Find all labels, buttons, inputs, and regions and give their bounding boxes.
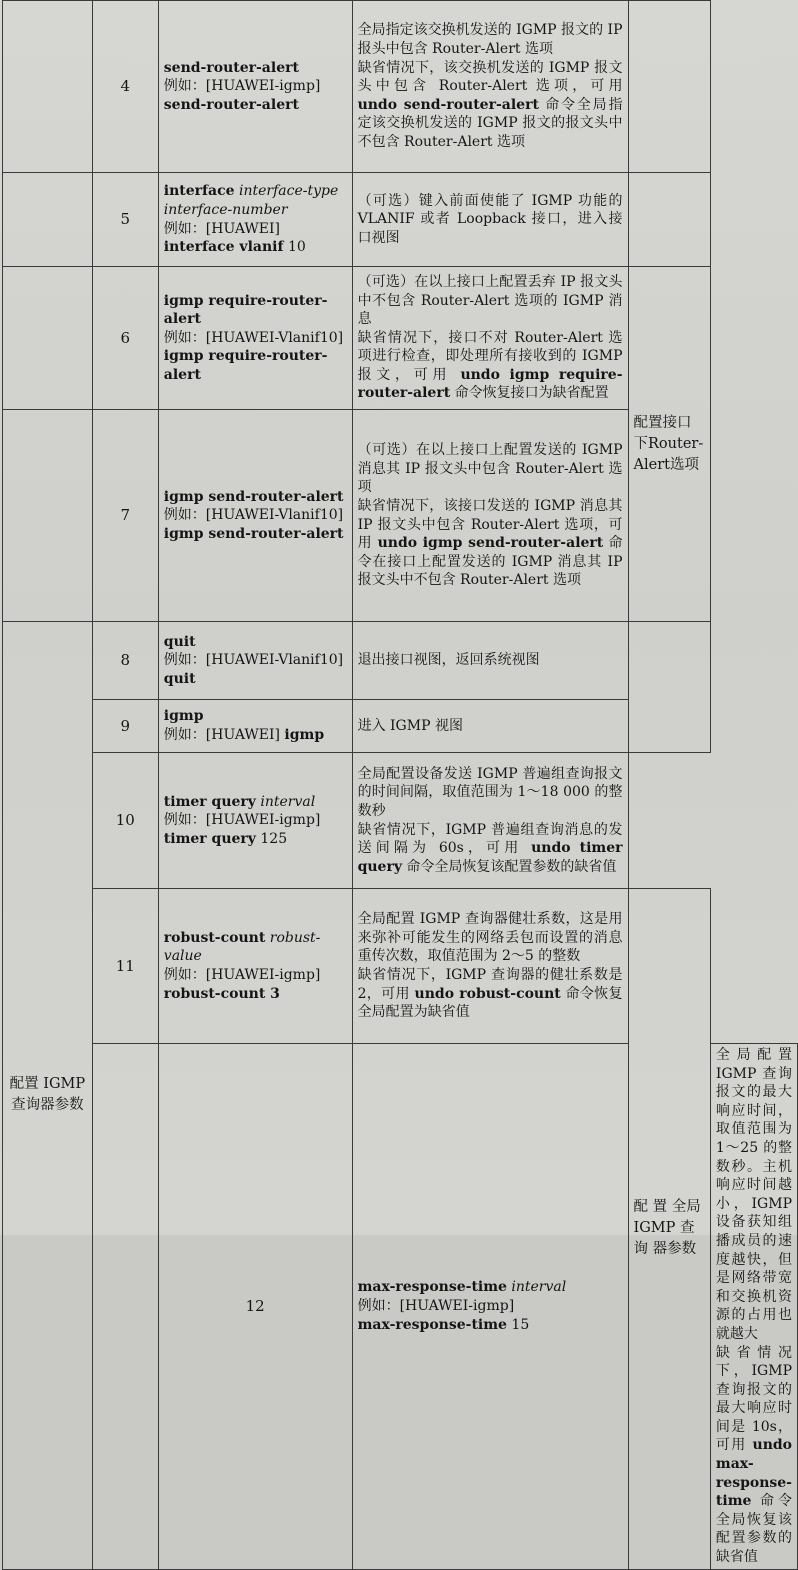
description-cell <box>352 622 628 700</box>
example-command: quit <box>163 670 196 687</box>
command-name: max-response-time <box>357 1279 507 1296</box>
example-command: send-router-alert <box>163 96 299 113</box>
description-text: 命令全局指定该交换机发送的 IGMP 报文的报文头中不包含 Router-Alert 选项 <box>357 96 623 150</box>
example-prefix: 例如： <box>163 220 206 237</box>
example-command-line <box>164 238 347 257</box>
step-number: 12 <box>158 1044 352 1570</box>
example-command: interface vlanif <box>163 239 284 256</box>
description-text: 全局配置设备发送 IGMP 普遍组查询报文的时间间隔，取值范围为 1～18 000 的整数秒 <box>357 765 623 819</box>
example-command-line <box>358 1316 623 1335</box>
command-cell <box>158 889 352 1044</box>
right-group-router-alert: 配置接口下Router-Alert选项 <box>628 267 710 622</box>
command-args: interval <box>511 1279 567 1296</box>
example-prompt: [HUAWEI-igmp] <box>205 967 321 983</box>
table-row <box>3 753 798 889</box>
description-cell <box>352 267 628 410</box>
command-cell <box>158 410 352 622</box>
step-number: 6 <box>92 267 158 410</box>
example-prefix: 例如： <box>163 329 206 346</box>
description-text: 全局配置 IGMP 查询报文的最大响应时间，取值范围为 1～25 的整数秒。主机响应时间越小，IGMP 设备获知组播成员的速度越快，但是网络带宽和交换机资源的占用也就越大 <box>715 1047 792 1342</box>
example-prefix: 例如： <box>163 727 206 743</box>
example-prompt: [HUAWEI-igmp] <box>399 1298 515 1315</box>
right-group-querier: 配 置 全局 IGMP 查 询 器参数 <box>628 889 710 1570</box>
example-arg: 125 <box>260 830 288 847</box>
left-group-cell-top <box>3 1 93 173</box>
command-cell <box>158 173 352 267</box>
command-args: robust-value <box>163 929 321 965</box>
left-group-cell-top3 <box>3 267 93 410</box>
command-args: interval <box>260 793 316 810</box>
step-number: 4 <box>92 1 158 173</box>
right-group-cell-top <box>628 1 710 173</box>
step-number: 7 <box>92 410 158 622</box>
example-arg: 15 <box>511 1316 530 1333</box>
command-keyword: undo igmp send-router-alert <box>377 535 604 552</box>
command-keyword: undo max-response-time <box>715 1437 792 1510</box>
command-example <box>164 506 347 525</box>
example-prefix: 例如： <box>357 1298 400 1315</box>
description-text: 命令恢复全局配置为缺省值 <box>357 985 623 1021</box>
right-group-cell-top2 <box>628 173 710 267</box>
command-keyword: undo send-router-alert <box>357 96 539 113</box>
example-prompt: [HUAWEI-igmp] <box>205 812 321 829</box>
description-cell <box>710 1044 797 1570</box>
example-prompt: [HUAWEI] <box>205 727 280 743</box>
command-name: robust-count <box>163 929 266 946</box>
config-steps-table <box>2 0 798 1570</box>
left-group-cell-bottom <box>92 1044 158 1570</box>
left-group-cell-top4 <box>3 410 93 622</box>
description-text: 缺省情况下，该交换机发送的 IGMP 报文头中包含 Router-Alert 选项，可用 <box>357 59 623 95</box>
command-name: interface <box>163 183 235 200</box>
command-example <box>164 651 347 670</box>
table-row <box>3 267 798 410</box>
description-text: （可选）在以上接口上配置发送的 IGMP 消息其 IP 报文头中包含 Router-Alert 选项 <box>357 442 623 496</box>
command-name: timer query <box>163 793 256 810</box>
left-group-label: 配置 IGMP 查询器参数 <box>3 622 93 1570</box>
example-arg: 10 <box>287 239 306 256</box>
command-args: interface-type interface-number <box>163 183 339 218</box>
description-cell <box>352 410 628 622</box>
command-example <box>358 1297 623 1316</box>
description-text: 命令全局恢复该配置参数的缺省值 <box>401 858 617 875</box>
example-prompt: [HUAWEI] <box>205 220 280 237</box>
description-text: （可选）在以上接口上配置丢弃 IP 报文头中不包含 Router-Alert 选项的 IGMP 消息 <box>357 273 623 328</box>
step-number: 5 <box>92 173 158 267</box>
command-cell <box>158 622 352 700</box>
command-syntax <box>164 929 347 966</box>
command-example <box>164 220 347 239</box>
description-cell <box>352 889 628 1044</box>
description-text: 命令在接口上配置发送的 IGMP 消息其 IP 报文头中不包含 Router-Alert 选项 <box>357 535 623 589</box>
example-prefix: 例如： <box>163 507 206 524</box>
command-example <box>164 726 347 745</box>
description-cell <box>352 700 628 753</box>
description-text: 命令全局恢复该配置参数的缺省值 <box>715 1493 792 1566</box>
command-name: igmp require-router-alert <box>163 292 328 328</box>
description-text: 进入 IGMP 视图 <box>357 717 463 734</box>
example-prompt: [HUAWEI-Vlanif10] <box>205 329 344 346</box>
example-prompt: [HUAWEI-Vlanif10] <box>205 652 344 669</box>
description-cell <box>352 173 628 267</box>
command-keyword: undo timer query <box>357 840 623 875</box>
example-prefix: 例如： <box>163 967 206 983</box>
command-name: send-router-alert <box>163 59 299 76</box>
description-text: 缺省情况下，IGMP 查询器的健壮系数是 2，可用 <box>357 967 623 1002</box>
example-command: igmp require-router-alert <box>163 348 328 383</box>
description-text: 缺省情况下，该接口发送的 IGMP 消息其 IP 报文头中包含 Router-Alert 选项，可用 <box>357 497 623 552</box>
command-cell <box>352 1044 628 1570</box>
description-text: 全局指定该交换机发送的 IGMP 报文的 IP 报头中包含 Router-Alert 选项 <box>357 22 623 58</box>
command-name: igmp send-router-alert <box>163 488 344 505</box>
command-example <box>164 966 347 985</box>
example-command: max-response-time <box>357 1316 507 1333</box>
command-cell <box>158 267 352 410</box>
description-text: 缺省情况下，IGMP 查询报文的最大响应时间是 10s，可用 <box>715 1344 792 1454</box>
description-text: 缺省情况下，IGMP 普遍组查询消息的发送间隔为 60s，可用 <box>357 821 623 857</box>
table-row <box>3 1 798 173</box>
example-command: igmp send-router-alert <box>163 525 344 542</box>
example-prompt: [HUAWEI-igmp] <box>205 78 321 95</box>
command-syntax <box>358 1278 623 1297</box>
table-row <box>3 622 798 700</box>
description-text: 退出接口视图，返回系统视图 <box>357 652 540 669</box>
example-prefix: 例如： <box>163 812 206 829</box>
step-number: 8 <box>92 622 158 700</box>
example-command: timer query <box>163 830 256 847</box>
right-group-blank <box>628 622 710 753</box>
command-cell <box>158 753 352 889</box>
description-text: 命令恢复接口为缺省配置 <box>450 385 609 402</box>
example-prefix: 例如： <box>163 652 206 669</box>
description-text: （可选）键入前面使能了 IGMP 功能的 VLANIF 或者 Loopback 接口，进入接口视图 <box>357 192 623 246</box>
command-keyword: undo robust-count <box>414 985 561 1002</box>
description-cell <box>352 753 628 889</box>
step-number: 9 <box>92 700 158 753</box>
example-prefix: 例如： <box>163 78 206 95</box>
description-cell <box>352 1 628 173</box>
command-syntax <box>164 793 347 812</box>
description-text: 缺省情况下，接口不对 Router-Alert 选项进行检查，即处理所有接收到的 IGMP 报文，可用 <box>357 329 623 383</box>
description-text: 全局配置 IGMP 查询器健壮系数，这是用来弥补可能发生的网络丢包而设置的消息重传次数，取值范围为 2～5 的整数 <box>357 911 623 965</box>
command-example <box>164 77 347 96</box>
command-cell <box>158 1 352 173</box>
command-name: quit <box>163 633 196 650</box>
table-row <box>3 173 798 267</box>
command-syntax <box>164 182 347 219</box>
command-example <box>164 329 347 348</box>
example-prompt: [HUAWEI-Vlanif10] <box>205 507 344 524</box>
command-example <box>164 811 347 830</box>
step-number: 10 <box>92 753 158 889</box>
example-command: igmp <box>284 727 325 743</box>
left-group-cell-top2 <box>3 173 93 267</box>
command-keyword: undo igmp require-router-alert <box>357 366 623 402</box>
example-command: robust-count 3 <box>163 985 280 1002</box>
command-cell <box>158 700 352 753</box>
example-command-line <box>164 830 347 849</box>
command-name: igmp <box>163 708 204 725</box>
step-number: 11 <box>92 889 158 1044</box>
table-row <box>3 889 798 1044</box>
